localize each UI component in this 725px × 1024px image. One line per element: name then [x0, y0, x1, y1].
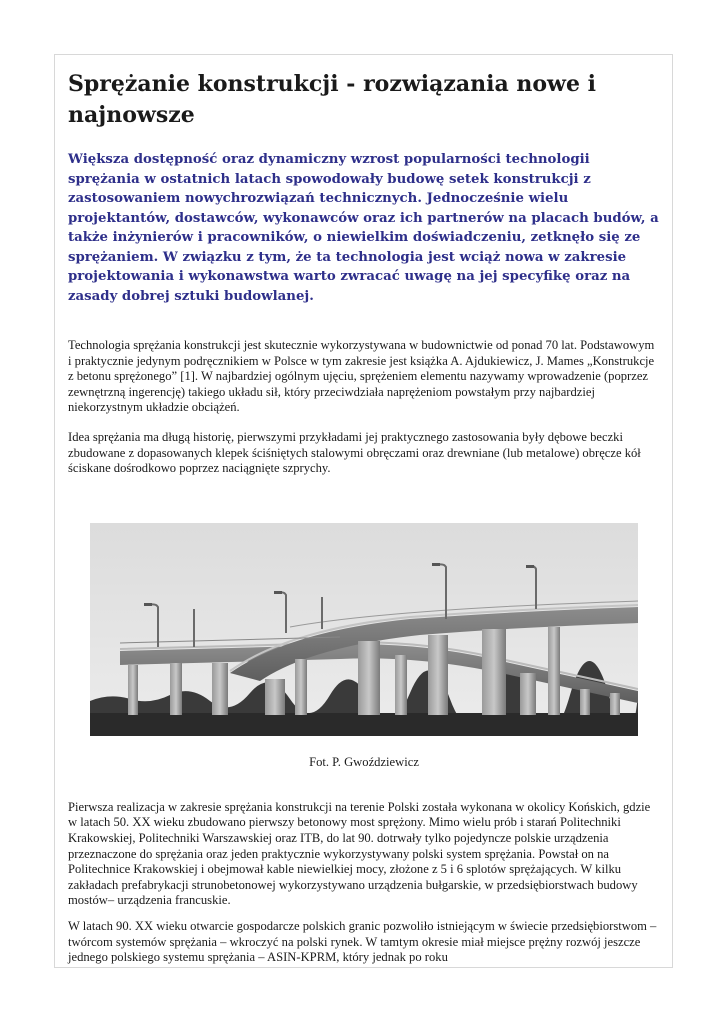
document-page — [54, 54, 673, 968]
paragraph: Idea sprężania ma długą historię, pierwszymi przykładami jej praktycznego zastosowania były dębowe beczki zbudowane z dopasowanych klepek ściśniętych stalowymi obręczami oraz drewniane (lub metalowe) obręcze kół ściskane dośrodkowo poprzez naciągnięte szprychy. — [68, 429, 641, 476]
bridge-photo — [90, 523, 638, 736]
paragraph: Technologia sprężania konstrukcji jest skutecznie wykorzystywana w budownictwie od ponad 70 lat. Podstawowym i praktycznie jedynym podręcznikiem w Polsce w tym zakresie jest książka A. Ajdukiewicz, J. Mames „Konstrukcje z betonu sprężonego” [1]. W najbardziej ogólnym ujęciu, sprężeniem elementu nazywamy wprowadzenie (poprzez zewnętrzną ingerencję) takiego układu sił, który przeciwdziała naprężeniom powstałym przy najbardziej niekorzystnym układzie obciążeń. — [68, 338, 655, 415]
paragraph: Pierwsza realizacja w zakresie sprężania konstrukcji na terenie Polski została wykonana w okolicy Końskich, gdzie w latach 50. XX wieku zbudowano pierwszy betonowy most sprężony. Mimo wielu prób i starań Politechniki Krakowskiej, Politechniki Warszawskiej oraz ITB, do lat 90. dotrwały tylko pojedyncze polskie urządzenia przeznaczone do sprężania oraz jeden praktycznie wykorzystywany polski system sprężania. Powstał on na Politechnice Krakowskiej i obejmował kable niewielkiej mocy, złożone z 5 i 6 splotów sprężających. W kilku zakładach prefabrykacji strunobetonowej wykorzystywano urządzenia bułgarskie, w przedsiębiorstwach budowy mostów– urządzenia francuskie. — [68, 799, 651, 908]
article-title: Sprężanie konstrukcji - rozwiązania nowe i najnowsze — [68, 71, 597, 128]
article — [68, 69, 660, 966]
article-lead: Większa dostępność oraz dynamiczny wzrost popularności technologii sprężania w ostatnich latach spowodowały budowę setek konstrukcji z zastosowaniem nowychrozwiązań technicznych. Jednocześnie wielu projektantów, dostawców, wykonawców oraz ich partnerów na placach budów, a także inżynierów i pracowników, o niewielkim doświadczeniu, zetknęło się ze sprężaniem. W związku z tym, że ta technologia jest wciąż nowa w zakresie projektowania i wykonawstwa warto zwracać uwagę na jej specyfikę oraz na zasady dobrej sztuki budowlanej. — [68, 152, 659, 304]
figure-caption: Fot. P. Gwoździewicz — [309, 754, 419, 769]
paragraph: W latach 90. XX wieku otwarcie gospodarcze polskich granic pozwoliło istniejącym w świecie przedsiębiorstwom – twórcom systemów sprężania – wkroczyć na polski rynek. W tamtym okresie miał miejsce prężny rozwój jeszcze jednego polskiego systemu sprężania – ASIN-KPRM, który jednak po roku — [68, 918, 657, 965]
